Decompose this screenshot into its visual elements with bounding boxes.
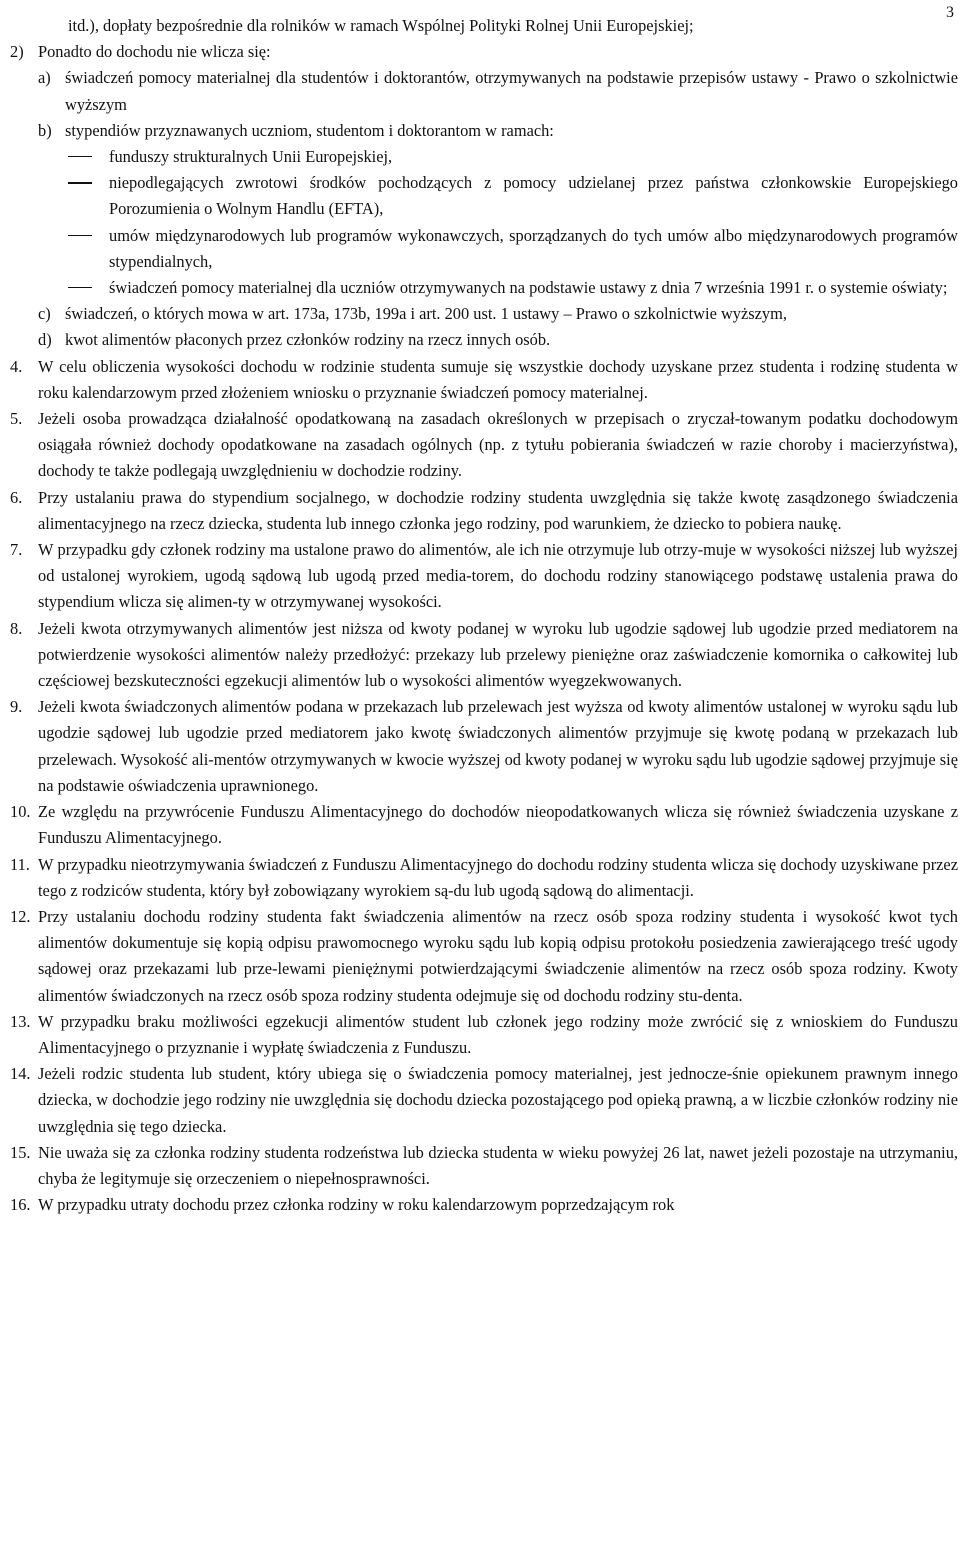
paragraph xyxy=(10,485,958,537)
paragraph-2 xyxy=(10,39,958,65)
dash-list xyxy=(65,144,958,301)
dash-item-text: funduszy strukturalnych Unii Europejskiej, xyxy=(109,147,393,167)
dash-item xyxy=(65,275,958,301)
subitem-text: świadczeń, o których mowa w art. 173a, 173b, 199a i art. 200 ust. 1 ustawy – Prawo o szkolnictwie wyższym, xyxy=(65,304,787,324)
page-number: 3 xyxy=(946,4,954,21)
paragraph-text: W przypadku nieotrzymywania świadczeń z Funduszu Alimentacyjnego do dochodu rodziny studenta wlicza się dochody uzyskiwane przez tego z rodziców studenta, który był zobowiązany wyrokiem są-du lub ugodą sądową do alimentacji. xyxy=(38,854,958,900)
paragraph-text: W przypadku braku możliwości egzekucji alimentów student lub członek jego rodziny może zwrócić się z wnioskiem do Funduszu Alimentacyjnego o przyznanie i wypłatę świadczenia z Funduszu. xyxy=(38,1011,958,1057)
dash-item-text: umów międzynarodowych lub programów wykonawczych, sporządzanych do tych umów albo międzynarodowych programów stypendialnych, xyxy=(109,225,958,271)
subitem-text: stypendiów przyznawanych uczniom, studentom i doktorantom w ramach: xyxy=(65,120,554,140)
subitem-letter: a) xyxy=(38,68,51,88)
paragraph-text: Przy ustalaniu prawa do stypendium socjalnego, w dochodzie rodziny studenta uwzględnia się także kwotę zasądzonego świadczenia alimentacyjnego na rzecz dziecka, studenta lub innego członka jego rodziny, pod warunkiem, że dziecko to pobiera naukę. xyxy=(38,487,958,533)
paragraph xyxy=(10,799,958,851)
paragraph-number: 15. xyxy=(10,1142,31,1162)
document-body xyxy=(10,13,958,1218)
paragraph-text: Jeżeli kwota świadczonych alimentów podana w przekazach lub przelewach jest wyższa od kwoty alimentów ustalonej w wyroku sądu lub ugodzie sądowej lub ugodzie przed mediatorem jako kwotę świadczonych alimentów przyjmuje się kwotę podaną w przekazach lub przelewach. Wysokość ali-mentów otrzymywanych w kwocie wyższej od kwoty podanej w wyroku sądu lub ugodzie sądowej przyjmuje się na podstawie oświadczenia uprawnionego. xyxy=(38,697,958,795)
paragraph-text: Jeżeli osoba prowadząca działalność opodatkowaną na zasadach określonych w przepisach o zryczał-towanym podatku dochodowym osiągała również dochody opodatkowane na zasadach ogólnych (np. z tytułu pobierania świadczeń w razie choroby i macierzyństwa), dochody te także podlegają uwzględnieniu w dochodzie rodziny. xyxy=(38,409,958,481)
subitem-b xyxy=(38,118,958,144)
subitem-text: kwot alimentów płaconych przez członków rodziny na rzecz innych osób. xyxy=(65,330,551,350)
subitem-letter: c) xyxy=(38,304,51,324)
paragraph-text: Ponadto do dochodu nie wlicza się: xyxy=(38,42,271,62)
subitem-letter: d) xyxy=(38,330,52,350)
paragraph-number: 7. xyxy=(10,540,23,560)
dash-bullet xyxy=(68,182,92,183)
paragraph-number: 5. xyxy=(10,409,23,429)
paragraph-text: W celu obliczenia wysokości dochodu w rodzinie studenta sumuje się wszystkie dochody uzyskane przez studenta i rodzinę studenta w roku kalendarzowym przed złożeniem wniosku o przyznanie świadczeń pomocy materialnej. xyxy=(38,356,958,402)
paragraph-number: 8. xyxy=(10,618,23,638)
paragraph-number: 14. xyxy=(10,1064,31,1084)
paragraph xyxy=(10,616,958,695)
paragraph-number: 10. xyxy=(10,802,31,822)
intro-line: itd.), dopłaty bezpośrednie dla rolników w ramach Wspólnej Polityki Rolnej Unii Europejskiej; xyxy=(68,16,694,35)
paragraph-text: W przypadku gdy członek rodziny ma ustalone prawo do alimentów, ale ich nie otrzymuje lub otrzy-muje w wysokości niższej lub wyższej od ustalonej wyrokiem, ugodą sądową lub ugodą przed media-torem, do dochodu rodziny stanowiącego podstawę ustalenia prawa do stypendium wlicza się alimen-ty w otrzymywanej wysokości. xyxy=(38,540,958,612)
paragraph xyxy=(10,1192,958,1218)
dash-bullet xyxy=(68,156,92,157)
paragraph-text: W przypadku utraty dochodu przez członka rodziny w roku kalendarzowym poprzedzającym rok xyxy=(38,1195,675,1215)
paragraph-number: 2) xyxy=(10,42,24,62)
dash-item xyxy=(65,223,958,275)
paragraph xyxy=(10,1061,958,1140)
paragraph-text: Przy ustalaniu dochodu rodziny studenta fakt świadczenia alimentów na rzecz osób spoza rodziny studenta i wysokość kwot tych alimentów dokumentuje się kopią odpisu prawomocnego wyroku sądu lub kopią odpisu protokołu posiedzenia zawierającego treść ugody sądowej oraz przekazami lub prze-lewami pieniężnymi potwierdzającymi świadczenie alimentów na rzecz osób spoza rodziny. Kwoty alimentów świadczonych na rzecz osób spoza rodziny studenta odejmuje się od dochodu rodziny stu-denta. xyxy=(38,906,958,1005)
dash-item-text: świadczeń pomocy materialnej dla uczniów otrzymywanych na podstawie ustawy z dnia 7 września 1991 r. o systemie oświaty; xyxy=(109,278,948,298)
subitem-d xyxy=(38,327,958,353)
paragraph-number: 11. xyxy=(10,854,30,874)
paragraph-number: 12. xyxy=(10,906,31,926)
paragraph xyxy=(10,694,958,799)
dash-item-text: niepodlegających zwrotowi środków pochodzących z pomocy udzielanej przez państwa członkowskie Europejskiego Porozumienia o Wolnym Handlu (EFTA), xyxy=(109,173,958,219)
paragraph-number: 13. xyxy=(10,1011,31,1031)
subitem-letter: b) xyxy=(38,120,52,140)
paragraph-number: 4. xyxy=(10,356,23,376)
subitem-c xyxy=(38,301,958,327)
paragraph-text: Ze względu na przywrócenie Funduszu Alimentacyjnego do dochodów nieopodatkowanych wlicza się również świadczenia uzyskane z Funduszu Alimentacyjnego. xyxy=(38,802,958,848)
paragraph-text: Nie uważa się za członka rodziny studenta rodzeństwa lub dziecka studenta w wieku powyżej 26 lat, nawet jeżeli pozostaje na utrzymaniu, chyba że legitymuje się orzeczeniem o niepełnosprawności. xyxy=(38,1142,958,1188)
dash-bullet xyxy=(68,287,92,288)
subitem-a xyxy=(38,65,958,117)
paragraph-text: Jeżeli rodzic studenta lub student, który ubiega się o świadczenia pomocy materialnej, jest jednocze-śnie opiekunem prawnym innego dziecka, w dochodzie jego rodziny nie uwzględnia się dochodu dziecka pozostającego pod opieką prawną, a w liczbie członków rodziny nie uwzględnia się tego dziecka. xyxy=(38,1064,958,1136)
dash-item xyxy=(65,170,958,222)
paragraph xyxy=(10,406,958,485)
paragraph xyxy=(10,1140,958,1192)
dash-bullet xyxy=(68,235,92,236)
paragraph xyxy=(10,537,958,616)
paragraph xyxy=(10,904,958,1009)
paragraph-text: Jeżeli kwota otrzymywanych alimentów jest niższa od kwoty podanej w wyroku lub ugodzie sądowej lub ugodzie przed mediatorem na potwierdzenie wysokości alimentów należy przedłożyć: przekazy lub przelewy pieniężne oraz zaświadczenie komornika o całkowitej lub częściowej bezskuteczności egzekucji alimentów lub o wysokości alimentów wyegzekwowanych. xyxy=(38,618,958,691)
paragraph-number: 16. xyxy=(10,1195,31,1215)
paragraph-number: 9. xyxy=(10,697,23,717)
subitem-text: świadczeń pomocy materialnej dla studentów i doktorantów, otrzymywanych na podstawie przepisów ustawy - Prawo o szkolnictwie wyższym xyxy=(65,68,958,114)
paragraph xyxy=(10,852,958,904)
dash-item xyxy=(65,144,958,170)
paragraph xyxy=(10,354,958,406)
paragraph-number: 6. xyxy=(10,487,23,507)
paragraph xyxy=(10,1009,958,1061)
